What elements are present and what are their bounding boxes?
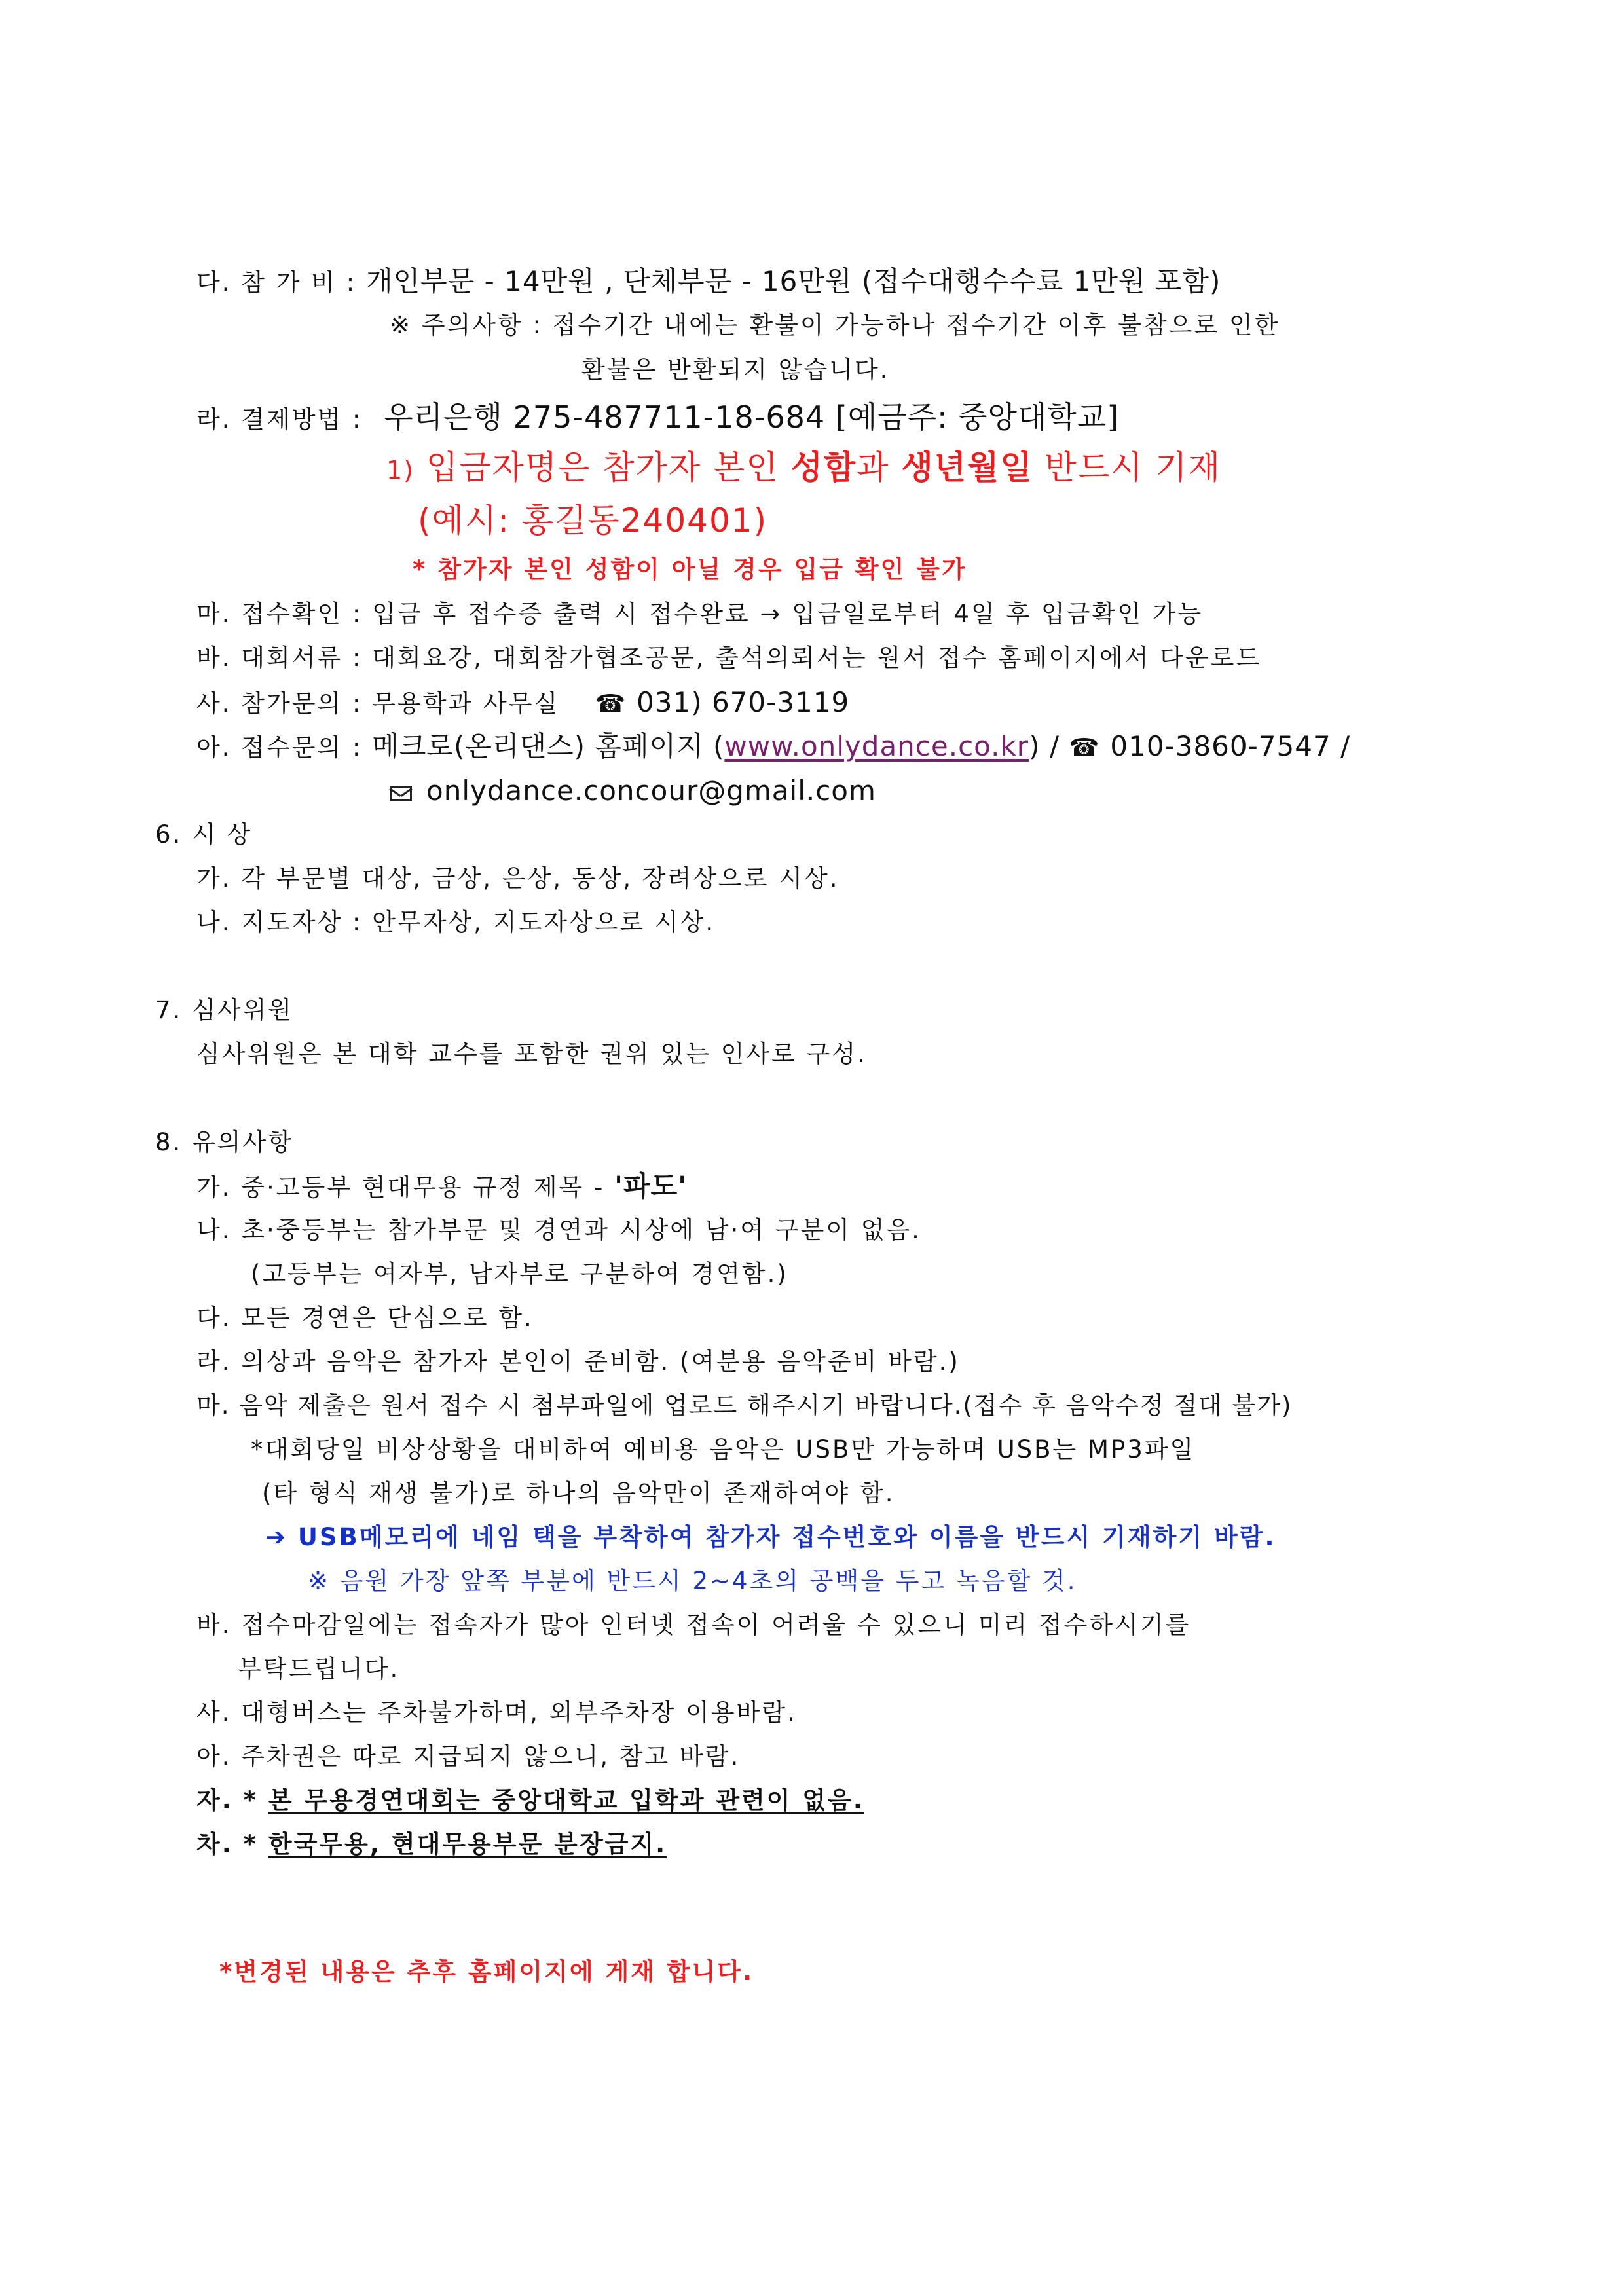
payment-rule-e: 반드시 기재 — [1033, 449, 1221, 487]
notes-item-ba-2: 부탁드립니다. — [238, 1655, 400, 1683]
notes-item-na: 나. 초·중등부는 참가부문 및 경연과 시상에 남·여 구분이 없음. — [196, 1216, 921, 1244]
reception-text-a: 메크로(온리댄스) 홈페이지 ( — [372, 730, 725, 762]
notes-ga-title: '파도' — [614, 1170, 687, 1202]
phone-icon: ☎ — [1069, 733, 1101, 762]
payment-example: (예시: 홍길동240401) — [418, 502, 768, 540]
awards-item-b: 나. 지도자상 : 안무자상, 지도자상으로 시상. — [196, 908, 716, 936]
confirm-text: 입금 후 접수증 출력 시 접수완료 → 입금일로부터 4일 후 입금확인 가능 — [372, 600, 1204, 628]
notes-item-cha — [196, 1828, 667, 1861]
notes-ja-text: 본 무용경연대회는 중앙대학교 입학과 관련이 없음. — [268, 1786, 864, 1814]
payment-rule-a: 입금자명은 참가자 본인 — [426, 449, 791, 487]
email-row — [390, 775, 876, 809]
notes-item-ga — [196, 1170, 687, 1204]
notes-item-ma-2: *대회당일 비상상황을 대비하여 예비용 음악은 USB만 가능하며 USB는 MP3파일 — [251, 1435, 1196, 1463]
fee-row — [196, 265, 1221, 299]
notes-cha-text: 한국무용, 현대무용부문 분장금지. — [268, 1830, 667, 1858]
inquiry-row — [196, 686, 849, 720]
reception-row — [196, 730, 1350, 764]
notes-item-aa: 아. 주차권은 따로 지급되지 않으니, 참고 바람. — [196, 1742, 741, 1771]
payment-account: 우리은행 275-487711-18-684 [예금주: 중앙대학교] — [384, 399, 1120, 435]
confirm-row — [196, 598, 1203, 631]
reception-label: 아. 접수문의 : — [196, 733, 363, 762]
payment-rule-c: 과 — [857, 449, 902, 487]
confirm-label: 마. 접수확인 : — [196, 600, 363, 628]
phone-icon: ☎ — [595, 689, 628, 718]
notes-item-da: 다. 모든 경연은 단심으로 함. — [196, 1304, 534, 1332]
docs-row — [196, 642, 1261, 674]
notes-item-ra: 라. 의상과 음악은 참가자 본인이 준비함. (여분용 음악준비 바람.) — [196, 1348, 960, 1376]
payment-rule-name: 성함 — [790, 449, 857, 487]
payment-rule-number: 1) — [386, 456, 415, 485]
payment-rule — [386, 447, 1221, 491]
notes-ja-prefix: 자. * — [196, 1786, 268, 1814]
payment-warning: * 참가자 본인 성함이 아닐 경우 입금 확인 불가 — [413, 555, 967, 583]
notes-item-ma-5: ※ 음원 가장 앞쪽 부분에 반드시 2~4초의 공백을 두고 녹음할 것. — [308, 1567, 1077, 1595]
inquiry-label: 사. 참가문의 : — [196, 689, 363, 718]
homepage-link[interactable]: www.onlydance.co.kr — [724, 730, 1029, 762]
envelope-icon — [390, 786, 412, 801]
footer-note: *변경된 내용은 추후 홈페이지에 게재 합니다. — [219, 1958, 754, 1986]
payment-rule-birth: 생년월일 — [901, 449, 1033, 487]
notes-item-ma: 마. 음악 제출은 원서 접수 시 첨부파일에 업로드 해주시기 바랍니다.(접수 후 음악수정 절대 불가) — [196, 1391, 1293, 1420]
docs-label: 바. 대회서류 : — [196, 644, 363, 672]
docs-text: 대회요강, 대회참가협조공문, 출석의뢰서는 원서 접수 홈페이지에서 다운로드 — [372, 644, 1262, 672]
reception-text-b: ) / — [1029, 730, 1069, 762]
awards-item-a: 가. 각 부문별 대상, 금상, 은상, 동상, 장려상으로 시상. — [196, 864, 840, 892]
payment-label: 라. 결제방법 : — [196, 405, 363, 433]
notes-item-ma-3: (타 형식 재생 불가)로 하나의 음악만이 존재하여야 함. — [262, 1479, 895, 1507]
notes-cha-prefix: 차. * — [196, 1830, 268, 1858]
fee-note-1: ※ 주의사항 : 접수기간 내에는 환불이 가능하나 접수기간 이후 불참으로 인한 — [390, 311, 1280, 339]
notes-item-ma-4: ➔ USB메모리에 네임 택을 부착하여 참가자 접수번호와 이름을 반드시 기재하기 바람. — [265, 1523, 1276, 1551]
notes-item-ba: 바. 접수마감일에는 접속자가 많아 인터넷 접속이 어려울 수 있으니 미리 접수하시기를 — [196, 1611, 1191, 1639]
notes-item-na-2: (고등부는 여자부, 남자부로 구분하여 경연함.) — [251, 1260, 788, 1288]
notes-heading: 8. 유의사항 — [155, 1128, 294, 1156]
notes-item-ja — [196, 1784, 864, 1817]
awards-heading: 6. 시 상 — [155, 820, 253, 849]
judges-heading: 7. 심사위원 — [155, 996, 294, 1024]
fee-label: 다. 참 가 비 : — [196, 268, 357, 297]
inquiry-phone: 031) 670-3119 — [637, 686, 850, 718]
payment-row — [196, 401, 1119, 436]
notes-item-sa: 사. 대형버스는 주차불가하며, 외부주차장 이용바람. — [196, 1698, 797, 1727]
inquiry-text: 무용학과 사무실 — [372, 689, 560, 718]
reception-email[interactable]: onlydance.concour@gmail.com — [426, 775, 876, 807]
fee-text: 개인부문 - 14만원 , 단체부문 - 16만원 (접수대행수수료 1만원 포함) — [366, 265, 1221, 297]
notes-ga-text: 가. 중·고등부 현대무용 규정 제목 - — [196, 1173, 615, 1202]
fee-note-2: 환불은 반환되지 않습니다. — [581, 356, 890, 384]
judges-text: 심사위원은 본 대학 교수를 포함한 권위 있는 인사로 구성. — [196, 1040, 867, 1068]
reception-phone: 010-3860-7547 / — [1110, 730, 1351, 762]
